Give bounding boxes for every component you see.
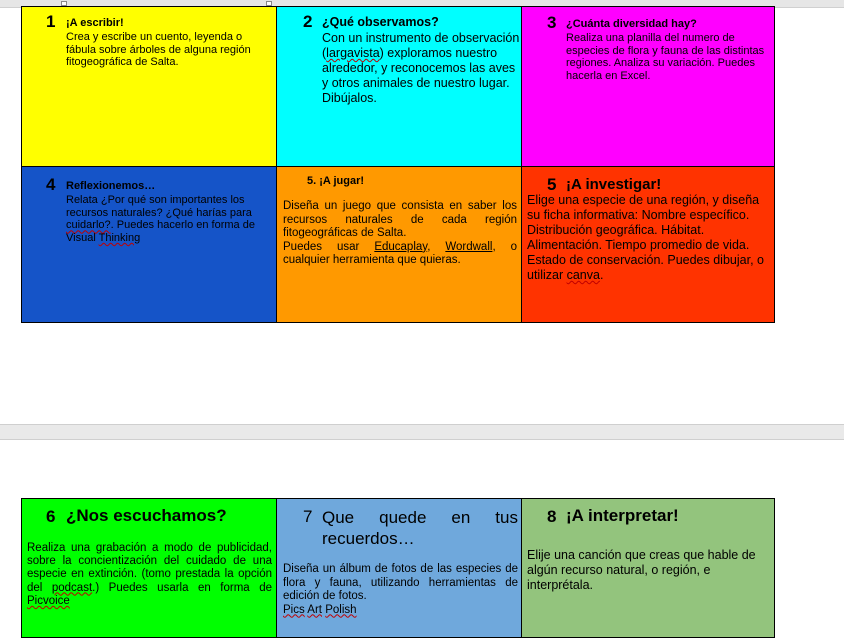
card-title: Que quede en tus recuerdos… — [322, 508, 518, 549]
page-break — [0, 424, 844, 440]
body-text: Realiza una grabación a modo de publicidad, sobre la concientización del cuidado de una especie en extinción. (tomo prestada la opción del — [27, 542, 272, 594]
card-number: 4 — [46, 175, 56, 194]
card-body — [283, 563, 518, 617]
link-pics[interactable]: Pics — [283, 603, 305, 616]
body-text: Relata ¿Por qué son importantes los recursos naturales? ¿Qué harías para — [66, 194, 252, 219]
card-number: 3 — [547, 13, 557, 32]
body-text: , o cualquier herramienta que quieras. — [283, 240, 518, 267]
card-body — [66, 194, 272, 245]
card-title: ¿Nos escuchamos? — [66, 506, 227, 525]
card-title: ¡A interpretar! — [566, 506, 679, 525]
card-a-interpretar — [521, 498, 775, 638]
body-text: Diseña un juego que consista en saber los recursos naturales de cada región fitogeográficas de Salta. — [283, 200, 517, 240]
link-art[interactable]: Art — [307, 603, 322, 616]
link-picvoice[interactable]: Picvoice — [27, 594, 70, 607]
card-nos-escuchamos — [21, 498, 277, 638]
card-a-escribir — [21, 6, 277, 167]
card-number: 7 — [303, 507, 313, 526]
link-thinking[interactable]: Thinking — [98, 231, 141, 244]
card-number: 8 — [547, 507, 557, 526]
card-number: 6 — [46, 507, 56, 526]
body-text: Puedes usar — [283, 240, 375, 253]
link-podcast[interactable]: podcast — [51, 581, 93, 594]
body-text: . — [599, 268, 604, 282]
card-number: 5 — [547, 175, 557, 194]
card-title: ¿Qué observamos? — [322, 15, 439, 29]
body-text: Con un instrumento de observación ( — [322, 31, 520, 60]
card-number: 1 — [46, 12, 56, 31]
card-title: ¡A investigar! — [566, 176, 662, 193]
card-title: 5. ¡A jugar! — [307, 175, 365, 187]
body-text: . Puedes hacerlo en forma de Visual — [66, 219, 255, 244]
card-title: Reflexionemos… — [66, 180, 156, 192]
link-largavista[interactable]: largavista — [326, 46, 380, 60]
card-body: Elije una canción que creas que hable de algún recurso natural, o región, e interprétala. — [527, 548, 756, 592]
link-canva[interactable]: canva — [566, 268, 600, 282]
card-title: ¡A escribir! — [66, 17, 124, 29]
card-recuerdos — [276, 498, 522, 638]
body-text: , — [427, 240, 446, 253]
card-a-investigar — [521, 166, 775, 323]
card-cuanta-diversidad — [521, 6, 775, 167]
link-cuidarlo[interactable]: cuidarlo? — [66, 219, 111, 232]
card-que-observamos — [276, 6, 522, 167]
card-a-jugar — [276, 166, 522, 323]
card-body — [283, 200, 517, 268]
link-wordwall[interactable]: Wordwall — [445, 240, 493, 253]
body-text: .) Puedes usarla en forma de — [92, 581, 272, 594]
card-reflexionemos — [21, 166, 277, 323]
card-title: ¿Cuánta diversidad hay? — [566, 18, 697, 30]
card-body — [27, 542, 272, 608]
link-polish[interactable]: Polish — [325, 603, 357, 616]
body-text: Diseña un álbum de fotos de las especies de flora y fauna, utilizando herramientas de edición de fotos. — [283, 563, 518, 603]
card-body: Crea y escribe un cuento, leyenda o fábula sobre árboles de alguna región fitogeográfica de Salta. — [66, 31, 251, 69]
link-educaplay[interactable]: Educaplay — [374, 240, 428, 253]
card-body: Realiza una planilla del numero de especies de flora y fauna de las distintas regiones. Analiza su variación. Puedes hacerla en Excel. — [566, 32, 765, 82]
body-text: ) exploramos nuestro alrededor, y reconocemos las aves y otros animales de nuestro lugar. Dibújalos. — [322, 46, 516, 105]
card-body — [527, 193, 771, 283]
body-text: Elige una especie de una región, y diseña su ficha informativa: Nombre específico. Distribución geográfica. Hábitat. Alimentación. Tiempo promedio de vida. Estado de conservación. Puedes dibujar, o utilizar — [527, 193, 764, 282]
card-number: 2 — [303, 12, 313, 31]
card-body — [322, 31, 520, 106]
